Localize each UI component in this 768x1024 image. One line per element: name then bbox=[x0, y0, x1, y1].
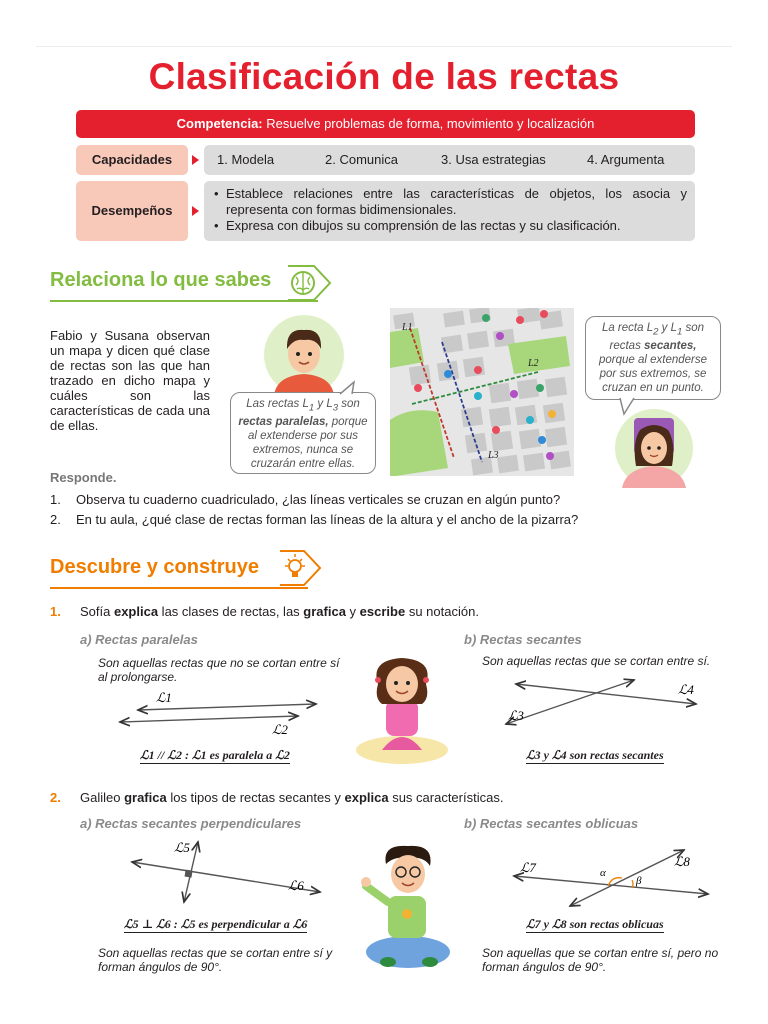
susana-speech-bubble: La recta $L_2$ y $L_1$ son rectas secantes, porque al extenderse por sus extremos, se cruzan en un punto. bbox=[585, 316, 721, 400]
susana-avatar bbox=[612, 408, 698, 488]
notation-oblicuas: ℒ7 y ℒ8 son rectas oblicuas bbox=[526, 917, 664, 931]
sofia-illustration bbox=[352, 654, 452, 770]
section-heading-descubre: Descubre y construye bbox=[50, 556, 259, 578]
item-2-text: Galileo grafica los tipos de rectas secantes y explica sus características. bbox=[80, 790, 504, 805]
bubble-tail bbox=[338, 380, 362, 396]
capacidad-item: 1. Modela bbox=[217, 152, 275, 167]
top-rule bbox=[36, 46, 732, 47]
label-l7: ℒ7 bbox=[520, 860, 536, 875]
item-number: 2. bbox=[50, 790, 61, 805]
section-heading-relaciona: Relaciona lo que sabes bbox=[50, 269, 272, 291]
brain-icon bbox=[284, 264, 332, 302]
map-label-l3: L3 bbox=[488, 450, 499, 461]
label-l4: ℒ4 bbox=[678, 682, 694, 697]
notation-secantes: ℒ3 y ℒ4 son rectas secantes bbox=[526, 748, 664, 762]
desempeno-item: • Establece relaciones entre las características de objetos, los asocia y representa con formas bidimensionales. bbox=[214, 186, 687, 217]
definition-perpendiculares: Son aquellas rectas que se cortan entre sí y forman ángulos de 90°. bbox=[98, 946, 333, 974]
secant-lines-diagram bbox=[496, 670, 706, 732]
desempenos-list bbox=[204, 181, 695, 241]
desempenos-arrow-icon bbox=[192, 206, 199, 216]
map-label-l1: L1 bbox=[402, 322, 413, 333]
definition-secantes: Son aquellas rectas que se cortan entre sí. bbox=[482, 654, 711, 668]
competencia-label: Competencia: bbox=[176, 116, 263, 131]
notation-paralelas: ℒ1 // ℒ2 : ℒ1 es paralela a ℒ2 bbox=[140, 748, 290, 762]
lightbulb-icon bbox=[276, 548, 322, 588]
label-l2: ℒ2 bbox=[272, 722, 288, 737]
section-rule bbox=[50, 300, 318, 302]
label-l5: ℒ5 bbox=[174, 840, 190, 855]
worksheet-page: Clasificación de las rectas Competencia: Resuelve problemas de forma, movimiento y localización Capacidades 1. Modela 2. Comunica 3. Usa estrategias 4. Argumenta Desempeños • Establece relaciones entre las características de objetos, los asocia y representa con formas bidimensionales. • Expresa con dibujos su comprensión de las rectas y su clasificación. Relaciona lo que sabes Fabio y Susana observan un mapa y dicen qué clase de rectas son las que han trazado en dicho mapa y cuáles son las características de cada una de ellas. Las rectas $L_1$ y $L_3$ son rectas paralelas, porque al extenderse por sus extremos, nunca se cruzarán entre ellas. L1 L2 L3 La recta $L_2$ y $L_1$ son rectas secantes, porque al extenderse por sus extremos, se cruzan en un punto. Responde. 1. Observa tu cuaderno cuadriculado, ¿las líneas verticales se cruzan en algún punto? 2. En tu aula, ¿qué clase de rectas forman las líneas de la altura y el ancho de la pizarra? Descubre y construye 1. Sofía explica las clases de rectas, las grafica y escribe su notación. a) Rectas paralelas Son aquellas rectas que no se cortan entre sí al prolongarse. ℒ1 ℒ2 ℒ1 // ℒ2 : ℒ1 es paralela a ℒ2 b) Rectas secantes Son aquellas rectas que se cortan entre sí. ℒ4 ℒ3 ℒ3 y ℒ4 son rectas secantes 2. Galileo grafica los tipos de rectas secantes y explica sus características. a) Rectas secantes perpendiculares ℒ5 ℒ6 ℒ5 ⊥ ℒ6 : ℒ5 es perpendicular a ℒ6 Son aquellas rectas que se cortan entre sí y forman ángulos de 90°. b) Rectas secantes oblicuas α β ℒ7 ℒ8 ℒ7 y ℒ8 son rectas oblicuas Son aquellas que se cortan entre sí, pero no forman ángulos de 90°. bbox=[0, 0, 768, 1024]
parallel-lines-diagram bbox=[116, 688, 326, 738]
desempeno-item: • Expresa con dibujos su comprensión de las rectas y su clasificación. bbox=[214, 218, 621, 233]
city-map bbox=[390, 308, 574, 476]
capacidad-item: 2. Comunica bbox=[325, 152, 398, 167]
capacidades-label: Capacidades bbox=[76, 145, 188, 175]
definition-oblicuas: Son aquellas que se cortan entre sí, pero no forman ángulos de 90°. bbox=[482, 946, 719, 974]
capacidad-item: 3. Usa estrategias bbox=[441, 152, 546, 167]
galileo-illustration bbox=[358, 842, 452, 972]
capacidades-arrow-icon bbox=[192, 155, 199, 165]
subheading-perpendiculares: a) Rectas secantes perpendiculares bbox=[80, 816, 302, 831]
intro-paragraph: Fabio y Susana observan un mapa y dicen qué clase de rectas son las que han trazado en dicho mapa y cuáles son las características de cada una de ellas. bbox=[50, 328, 210, 433]
competencia-text: Resuelve problemas de forma, movimiento y localización bbox=[266, 116, 595, 131]
oblique-lines-diagram bbox=[508, 842, 714, 908]
label-alpha: α bbox=[600, 867, 606, 879]
page-title: Clasificación de las rectas bbox=[148, 56, 620, 97]
label-l3: ℒ3 bbox=[508, 708, 524, 723]
subheading-oblicuas: b) Rectas secantes oblicuas bbox=[464, 816, 639, 831]
notation-perpendiculares: ℒ5 ⊥ ℒ6 : ℒ5 es perpendicular a ℒ6 bbox=[124, 917, 308, 931]
perpendicular-lines-diagram bbox=[126, 836, 326, 906]
item-number: 1. bbox=[50, 604, 61, 619]
competencia-bar bbox=[76, 110, 695, 138]
capacidades-list bbox=[204, 145, 695, 175]
desempenos-label: Desempeños bbox=[76, 181, 188, 241]
section-rule bbox=[50, 587, 308, 589]
fabio-avatar bbox=[262, 314, 348, 396]
map-label-l2: L2 bbox=[528, 358, 539, 369]
label-l1: ℒ1 bbox=[156, 690, 172, 705]
capacidad-item: 4. Argumenta bbox=[587, 152, 665, 167]
subheading-paralelas: a) Rectas paralelas bbox=[80, 632, 198, 647]
responde-label: Responde. bbox=[50, 470, 117, 485]
definition-paralelas: Son aquellas rectas que no se cortan entre sí al prolongarse. bbox=[98, 656, 340, 684]
subheading-secantes: b) Rectas secantes bbox=[464, 632, 582, 647]
item-1-text: Sofía explica las clases de rectas, las grafica y escribe su notación. bbox=[80, 604, 479, 619]
label-beta: β bbox=[636, 875, 642, 887]
label-l8: ℒ8 bbox=[674, 854, 690, 869]
fabio-speech-bubble: Las rectas $L_1$ y $L_3$ son rectas paralelas, porque al extenderse por sus extremos, nunca se cruzarán entre ellas. bbox=[230, 392, 376, 474]
label-l6: ℒ6 bbox=[288, 878, 304, 893]
